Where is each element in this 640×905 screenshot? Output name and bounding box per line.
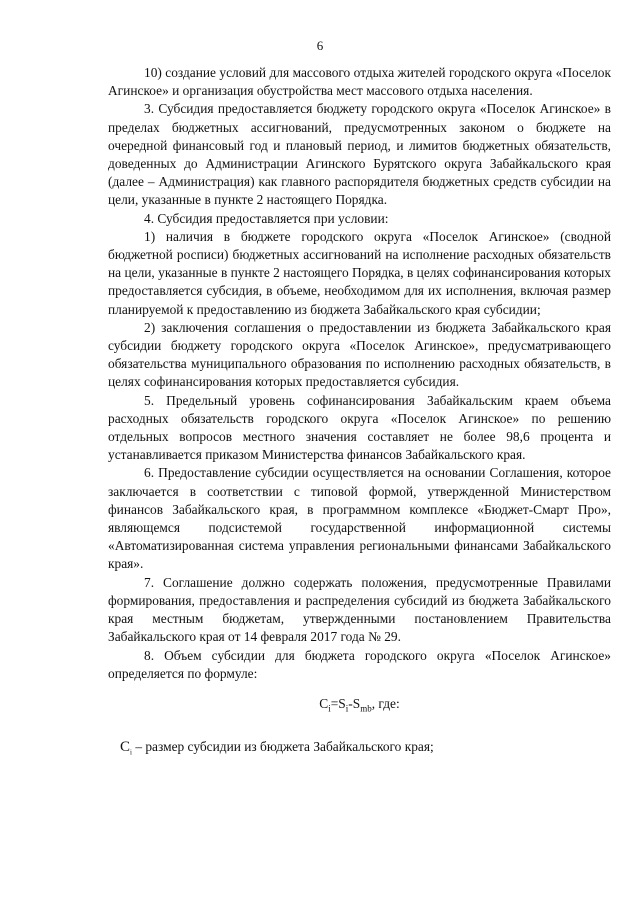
paragraph-4: 4. Субсидия предоставляется при условии: — [144, 210, 389, 226]
page-number: 6 — [316, 38, 324, 53]
paragraph-7: 7. Соглашение должно содержать положения, предусмотренные Правилами формирования, предоставления и распределения субсидий из бюджета Забайкальского края местным бюджетам, утвержденными постановлением Правительства Забайкальского края от 14 февраля 2017 года № 29. — [108, 574, 611, 645]
paragraph-3: 3. Субсидия предоставляется бюджету городского округа «Поселок Агинское» в пределах бюджетных ассигнований, предусмотренных законом о бюджете на очередной финансовый год и плановый период, и лимитов бюджетных обязательств, доведенных до Администрации Агинского Бурятского округа Забайкальского края (далее – Администрация) как главного распорядителя бюджетных средств субсидии на цели, указанные в пункте 2 настоящего Порядка. — [108, 101, 611, 208]
document-body — [108, 64, 611, 762]
paragraph-6: 6. Предоставление субсидии осуществляется на основании Соглашения, которое заключается в соответствии с типовой формой, утвержденной Министерством финансов Забайкальского края, в программном комплексе «Бюджет-Смарт Про», являющемся подсистемой государственной информационной системы «Автоматизированная система управления региональными финансами Забайкальского края». — [108, 465, 611, 572]
formula-definition: $C_i$ – размер субсидии из бюджета Забайкальского края; — [120, 738, 434, 757]
paragraph-5: 5. Предельный уровень софинансирования Забайкальским краем объема расходных обязательств городского округа «Поселок Агинское» по решению отдельных вопросов местного значения составляет не более 98,6 процента и устанавливается приказом Министерства финансов Забайкальского края. — [108, 392, 611, 463]
paragraph-4-condition-1: 1) наличия в бюджете городского округа «Поселок Агинское» (сводной бюджетной росписи) бюджетных ассигнований на исполнение расходных обязательств на цели, указанные в пункте 2 настоящего Порядка, в целях софинансирования которых предоставляется субсидия, в объеме, необходимом для их исполнения, включая размер планируемой к предоставлению из бюджета Забайкальского края субсидии; — [108, 228, 611, 317]
subsidy-formula: $C_i=S_i-S_{mb}$, где: — [319, 695, 400, 714]
paragraph-item-10: 10) создание условий для массового отдыха жителей городского округа «Поселок Агинское» и организация обустройства мест массового отдыха населения. — [108, 65, 611, 99]
paragraph-4-condition-2: 2) заключения соглашения о предоставлении из бюджета Забайкальского края субсидии бюджету городского округа «Поселок Агинское», предусматривающего обязательства муниципального образования по исполнению расходных обязательств, в целях софинансирования которых предоставляется субсидия. — [108, 319, 611, 390]
paragraph-8: 8. Объем субсидии для бюджета городского округа «Поселок Агинское» определяется по формуле: — [108, 647, 611, 681]
